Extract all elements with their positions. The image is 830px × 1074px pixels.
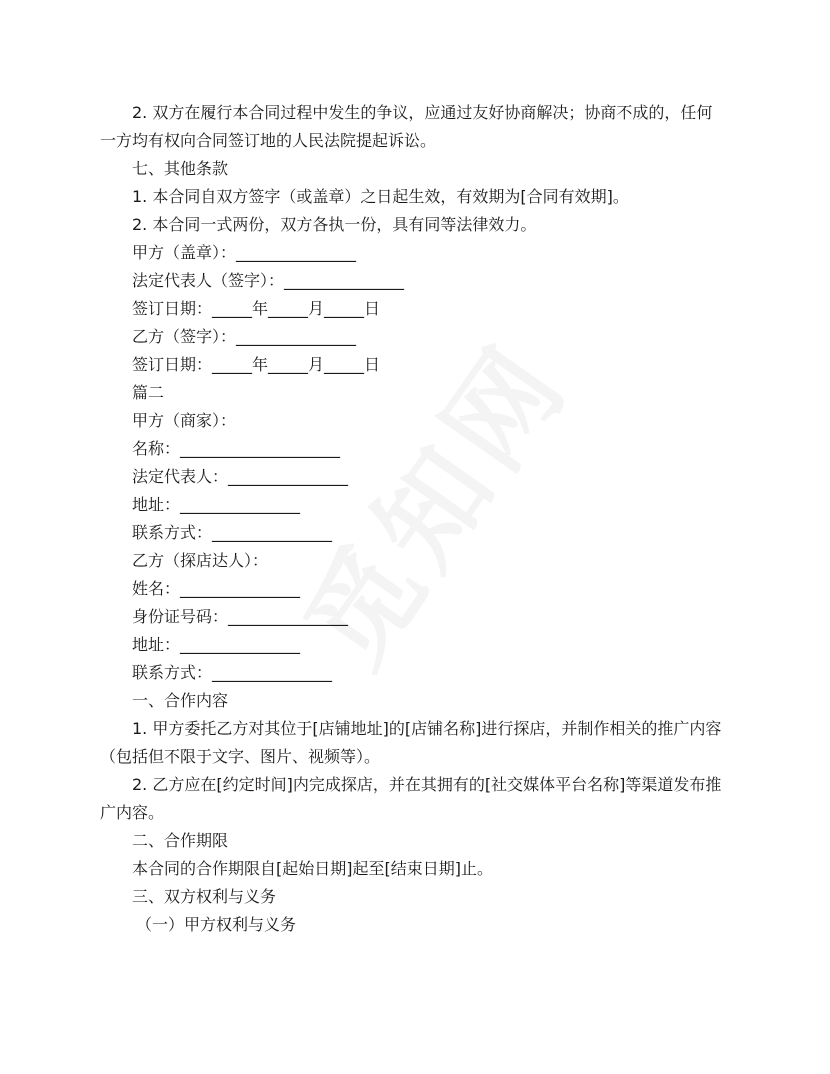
section-heading-rights: 三、双方权利与义务 (132, 887, 277, 906)
section-heading-term: 二、合作期限 (132, 831, 229, 850)
dispute-clause-line-2: 一方均有权向合同签订地的人民法院提起诉讼。 (100, 131, 437, 150)
sign-date-line-b: 签订日期：_____年_____月_____日 (132, 355, 381, 374)
merchant-contact-field: 联系方式：_______________ (132, 523, 333, 542)
influencer-address-field: 地址：_______________ (132, 635, 301, 654)
merchant-address-field: 地址：_______________ (132, 495, 301, 514)
influencer-contact-field: 联系方式：_______________ (132, 663, 333, 682)
effective-clause: 1. 本合同自双方签字（或盖章）之日起生效，有效期为[合同有效期]。 (132, 187, 629, 206)
sign-date-line-a: 签订日期：_____年_____月_____日 (132, 299, 381, 318)
term-clause: 本合同的合作期限自[起始日期]起至[结束日期]止。 (132, 859, 493, 878)
party-a-merchant-label: 甲方（商家）： (132, 411, 237, 430)
party-a-seal-line: 甲方（盖章）：_______________ (132, 243, 357, 262)
part-two-heading: 篇二 (132, 383, 165, 402)
subsection-party-a-rights: （一）甲方权利与义务 (136, 915, 297, 934)
cooperation-clause-1-line-1: 1. 甲方委托乙方对其位于[店铺地址]的[店铺名称]进行探店，并制作相关的推广内容 (132, 719, 722, 738)
influencer-name-field: 姓名：_______________ (132, 579, 301, 598)
legal-rep-sign-line: 法定代表人（签字）：_______________ (132, 271, 405, 290)
cooperation-clause-1-line-2: （包括但不限于文字、图片、视频等）。 (100, 747, 381, 766)
section-heading-cooperation: 一、合作内容 (132, 691, 229, 710)
party-b-influencer-label: 乙方（探店达人）： (132, 551, 269, 570)
copies-clause: 2. 本合同一式两份，双方各执一份，具有同等法律效力。 (132, 215, 537, 234)
merchant-legal-rep-field: 法定代表人：_______________ (132, 467, 349, 486)
party-b-sign-line: 乙方（签字）：_______________ (132, 327, 357, 346)
cooperation-clause-2-line-1: 2. 乙方应在[约定时间]内完成探店，并在其拥有的[社交媒体平台名称]等渠道发布推 (132, 775, 722, 794)
cooperation-clause-2-line-2: 广内容。 (100, 803, 165, 822)
influencer-id-field: 身份证号码：_______________ (132, 607, 349, 626)
dispute-clause-line-1: 2. 双方在履行本合同过程中发生的争议，应通过友好协商解决；协商不成的，任何 (132, 103, 713, 122)
merchant-name-field: 名称：____________________ (132, 439, 341, 458)
section-heading-other-terms: 七、其他条款 (132, 159, 229, 178)
